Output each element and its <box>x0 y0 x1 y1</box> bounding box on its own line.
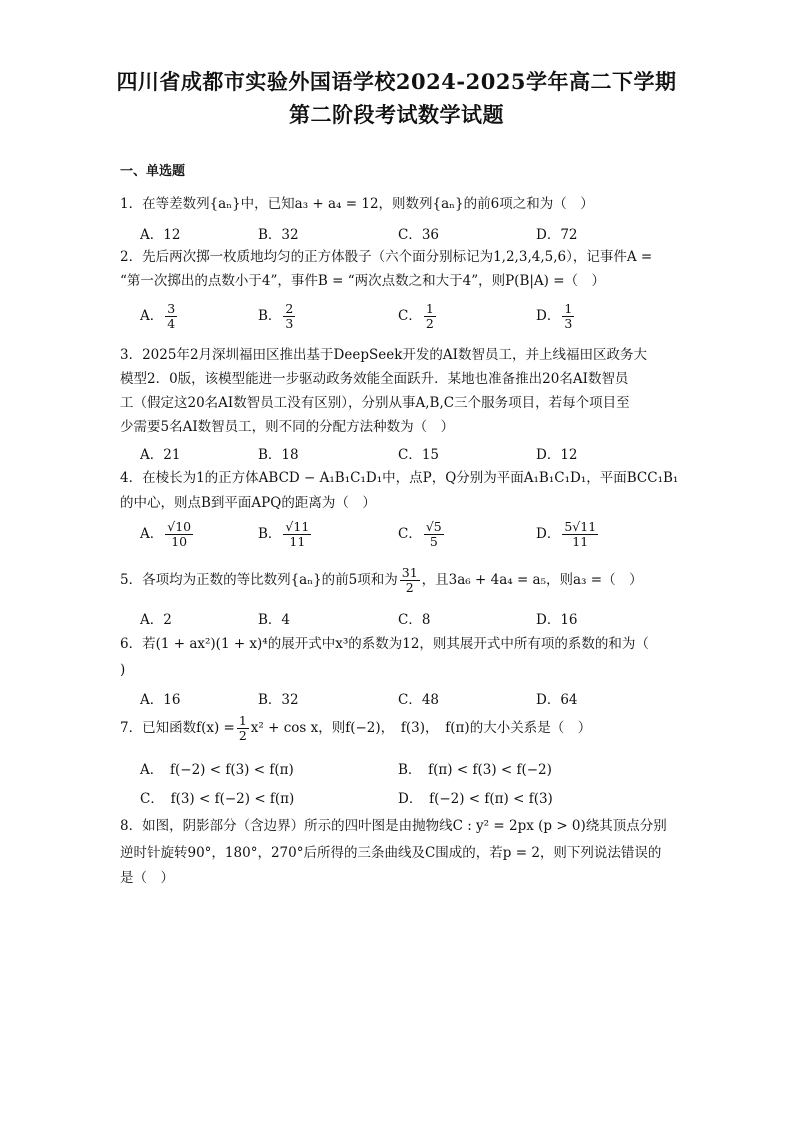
question-2-option-c: C． $\frac{1}{2}$ <box>398 301 434 331</box>
question-2-option-a: A． $\frac{3}{4}$ <box>140 301 176 331</box>
question-5-option-a: A．2 <box>140 612 172 628</box>
question-7-text: 7．已知函数f(x) = $\frac{1}{2}$ x² + cos x，则f(−2)， f(3)， f(π)的大小关系是（ ） <box>120 713 592 743</box>
question-4-option-a: A． $\frac{√10}{10}$ <box>140 519 192 549</box>
question-7-option-a: A． f(−2) < f(3) < f(π) <box>140 762 294 778</box>
question-3-option-a: A．21 <box>140 447 181 463</box>
question-2-option-b: B． $\frac{2}{3}$ <box>258 301 294 331</box>
question-6-option-c: C．48 <box>398 692 440 708</box>
question-4-line-1: 4．在棱长为1的正方体ABCD − A₁B₁C₁D₁中，点P，Q分别为平面A₁B₁C₁D₁，平面BCC₁B₁ <box>120 470 679 486</box>
question-3-line-4: 少需要5名AI数智员工，则不同的分配方法种数为（ ） <box>120 419 455 435</box>
question-6-line-2: ) <box>120 662 126 678</box>
question-2-line-2: “第一次掷出的点数小于4”，事件B = “两次点数之和大于4”，则P(B|A) =（ ） <box>120 273 606 289</box>
exam-title-line-2: 第二阶段考试数学试题 <box>289 102 504 127</box>
question-7-option-b: B． f(π) < f(3) < f(−2) <box>398 762 552 778</box>
question-6-option-b: B．32 <box>258 692 299 708</box>
question-7-option-d: D． f(−2) < f(π) < f(3) <box>398 791 553 807</box>
question-7-option-c: C． f(3) < f(−2) < f(π) <box>140 791 295 807</box>
question-5-text: 5．各项均为正数的等比数列{aₙ}的前5项和为 $\frac{31}{2}$ ，且3a₆ + 4a₄ = a₅，则a₃ =（ ） <box>120 565 643 595</box>
question-3-line-2: 模型2．0版，该模型能进一步驱动政务效能全面跃升．某地也准备推出20名AI数智员 <box>120 371 629 387</box>
question-8-line-1: 8．如图，阴影部分（含边界）所示的四叶图是由抛物线C : y² = 2px (p > 0)绕其顶点分别 <box>120 818 667 834</box>
question-5-option-b: B．4 <box>258 612 291 628</box>
section-heading: 一、单选题 <box>120 164 186 179</box>
question-3-option-c: C．15 <box>398 447 440 463</box>
question-2-option-d: D． $\frac{1}{3}$ <box>536 301 573 331</box>
question-3-option-d: D．12 <box>536 447 578 463</box>
question-6-option-d: D．64 <box>536 692 578 708</box>
question-1-text: 1．在等差数列{aₙ}中，已知a₃ + a₄ = 12，则数列{aₙ}的前6项之和为（ ） <box>120 196 594 212</box>
exam-title-line-1: 四川省成都市实验外国语学校2024-2025学年高二下学期 <box>116 69 677 94</box>
question-3-line-3: 工（假定这20名AI数智员工没有区别），分别从事A,B,C三个服务项目，若每个项目至 <box>120 395 630 411</box>
question-2-line-1: 2．先后两次掷一枚质地均匀的正方体骰子（六个面分别标记为1,2,3,4,5,6），记事件A = <box>120 249 653 265</box>
question-5-option-c: C．8 <box>398 612 431 628</box>
question-6-line-1: 6．若(1 + ax²)(1 + x)⁴的展开式中x³的系数为12，则其展开式中所有项的系数的和为（ <box>120 636 649 652</box>
question-5-option-d: D．16 <box>536 612 578 628</box>
question-3-line-1: 3．2025年2月深圳福田区推出基于DeepSeek开发的AI数智员工，并上线福田区政务大 <box>120 347 647 363</box>
question-8-line-3: 是（ ） <box>120 870 174 886</box>
question-1-option-a: A．12 <box>140 227 181 243</box>
question-4-option-c: C． $\frac{√5}{5}$ <box>398 519 442 549</box>
question-3-option-b: B．18 <box>258 447 299 463</box>
question-1-option-b: B．32 <box>258 227 299 243</box>
question-4-option-d: D． $\frac{5√11}{11}$ <box>536 519 597 549</box>
question-4-line-2: 的中心，则点B到平面APQ的距离为（ ） <box>120 495 376 511</box>
question-6-option-a: A．16 <box>140 692 181 708</box>
question-1-option-d: D．72 <box>536 227 578 243</box>
question-8-line-2: 逆时针旋转90°，180°，270°后所得的三条曲线及C围成的，若p = 2，则下列说法错误的 <box>120 845 662 861</box>
question-1-option-c: C．36 <box>398 227 440 243</box>
question-4-option-b: B． $\frac{√11}{11}$ <box>258 519 310 549</box>
